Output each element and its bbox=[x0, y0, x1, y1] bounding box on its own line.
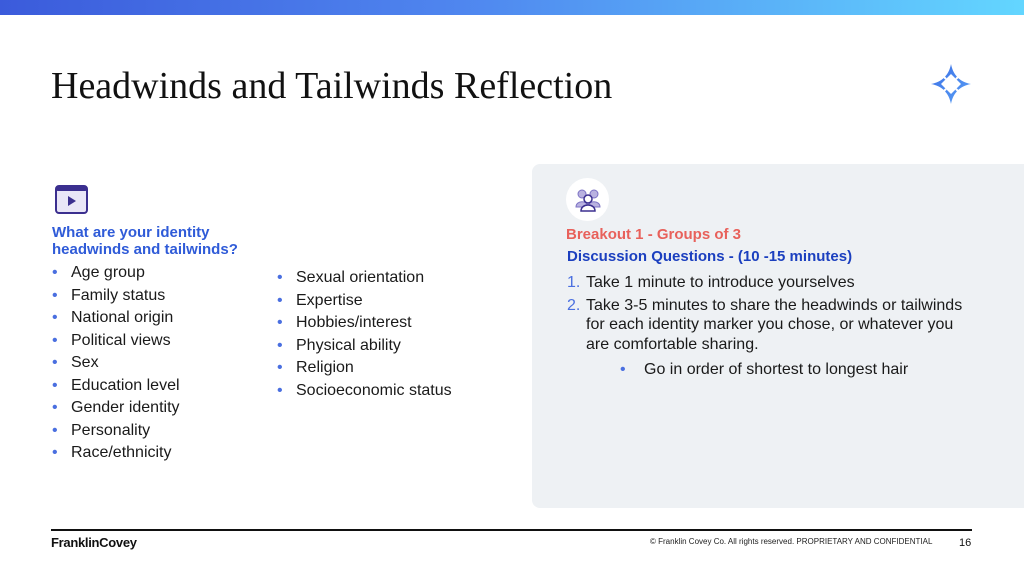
people-group-icon bbox=[566, 178, 609, 221]
list-item: • Hobbies/interest bbox=[277, 312, 452, 335]
list-item: • Race/ethnicity bbox=[52, 442, 180, 465]
breakout-heading: Breakout 1 - Groups of 3 bbox=[566, 226, 742, 243]
discussion-steps bbox=[567, 273, 972, 357]
step-text: Take 3-5 minutes to share the headwinds or tailwinds for each identity marker you chose, or whatever you are comfortable sharing. bbox=[586, 296, 963, 353]
identity-list-column-2 bbox=[277, 267, 452, 402]
bullet-dot: • bbox=[620, 361, 626, 378]
video-play-icon bbox=[55, 185, 88, 214]
identity-question: What are your identity headwinds and tailwinds? bbox=[52, 224, 238, 258]
identity-list-column-1 bbox=[52, 262, 180, 465]
list-item: • Gender identity bbox=[52, 397, 180, 420]
sub-bullet bbox=[620, 361, 908, 379]
page-number: 16 bbox=[959, 537, 972, 549]
list-item bbox=[567, 296, 972, 355]
compass-star-icon bbox=[930, 63, 972, 105]
list-item: • Sex bbox=[52, 352, 180, 375]
list-item: • Sexual orientation bbox=[277, 267, 452, 290]
copyright-text: © Franklin Covey Co. All rights reserved. PROPRIETARY AND CONFIDENTIAL bbox=[650, 537, 933, 546]
list-item: • Socioeconomic status bbox=[277, 380, 452, 403]
footer-divider bbox=[51, 529, 972, 531]
slide-title: Headwinds and Tailwinds Reflection bbox=[51, 65, 613, 107]
list-item: • Family status bbox=[52, 285, 180, 308]
list-item: • Expertise bbox=[277, 290, 452, 313]
list-item: • National origin bbox=[52, 307, 180, 330]
list-item: • Political views bbox=[52, 330, 180, 353]
list-item bbox=[567, 273, 972, 293]
top-gradient-bar bbox=[0, 0, 1024, 15]
list-item: • Education level bbox=[52, 375, 180, 398]
discussion-heading: Discussion Questions - (10 -15 minutes) bbox=[567, 248, 853, 265]
list-item: • Religion bbox=[277, 357, 452, 380]
step-number: 2. bbox=[567, 296, 581, 314]
brand-logo: FranklinCovey bbox=[51, 535, 137, 550]
list-item: • Personality bbox=[52, 420, 180, 443]
list-item: • Age group bbox=[52, 262, 180, 285]
sub-bullet-text: Go in order of shortest to longest hair bbox=[644, 361, 909, 378]
list-item: • Physical ability bbox=[277, 335, 452, 358]
step-text: Take 1 minute to introduce yourselves bbox=[586, 274, 855, 291]
step-number: 1. bbox=[567, 274, 581, 291]
